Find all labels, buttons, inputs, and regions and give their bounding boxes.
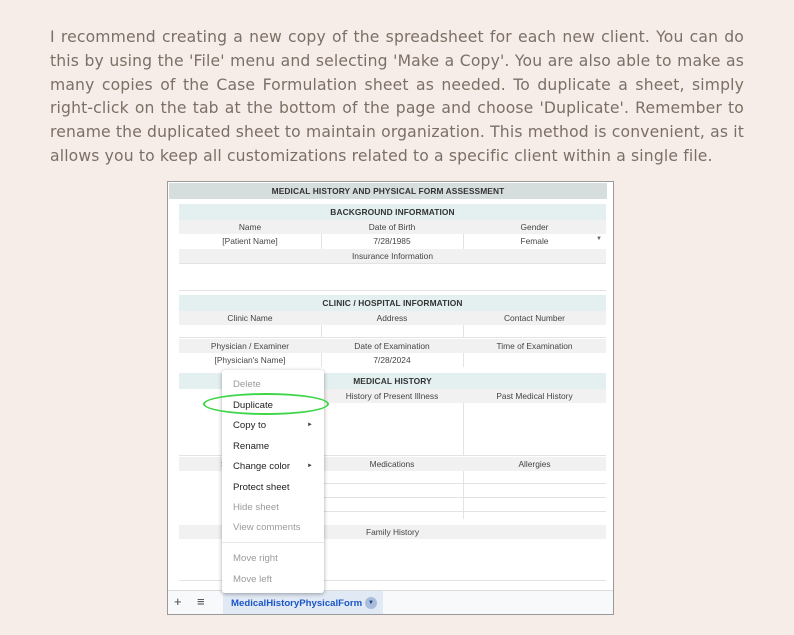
sheet-tab-bar: [168, 590, 613, 615]
col-past-history: Past Medical History: [463, 389, 606, 403]
cell-physician[interactable]: [Physician's Name]: [214, 355, 286, 365]
gender-dropdown-icon[interactable]: ▼: [596, 236, 602, 242]
section-medical-history: MEDICAL HISTORY: [179, 373, 606, 389]
col-present-illness: History of Present Illness: [321, 389, 463, 403]
menu-separator: [222, 542, 324, 543]
insurance-label: Insurance Information: [179, 249, 606, 263]
col-allergies: Allergies: [463, 457, 606, 471]
col-contact: Contact Number: [463, 311, 606, 325]
col-exam-time: Time of Examination: [463, 339, 606, 353]
menu-item-hide-sheet[interactable]: Hide sheet: [233, 501, 279, 513]
add-sheet-icon[interactable]: +: [174, 594, 182, 609]
tab-dropdown-icon[interactable]: ▼: [365, 597, 377, 609]
instruction-paragraph: I recommend creating a new copy of the spreadsheet for each new client. You can do this by using the 'File' menu and selecting 'Make a Copy'. You are also able to make as many copies of the Case Formulation sheet as needed. To duplicate a sheet, simply right-click on the tab at the bottom of the page and choose 'Duplicate'. Remember to rename the duplicated sheet to maintain organization. This method is convenient, as it allows you to keep all customizations related to a specific client within a single file.: [50, 28, 744, 165]
menu-item-copy-to[interactable]: Copy to: [233, 419, 267, 431]
sheet-tab-label: MedicalHistoryPhysicalForm: [231, 597, 363, 609]
menu-item-rename[interactable]: Rename: [233, 440, 270, 452]
duplicate-highlight-oval: [203, 393, 329, 415]
col-physician: Physician / Examiner: [179, 339, 321, 353]
menu-item-view-comments[interactable]: View comments: [233, 521, 301, 533]
form-title: MEDICAL HISTORY AND PHYSICAL FORM ASSESSMENT: [169, 183, 607, 199]
col-name: Name: [179, 220, 321, 234]
menu-item-delete[interactable]: Delete: [233, 378, 261, 390]
menu-item-move-right[interactable]: Move right: [233, 552, 278, 564]
all-sheets-icon[interactable]: ≡: [197, 594, 205, 609]
col-clinic-name: Clinic Name: [179, 311, 321, 325]
col-medications: Medications: [321, 457, 463, 471]
col-gender: Gender: [463, 220, 606, 234]
cell-exam-date[interactable]: 7/28/2024: [373, 355, 411, 365]
change-color-submenu-icon: ►: [307, 463, 313, 469]
menu-item-duplicate[interactable]: Duplicate: [233, 399, 273, 411]
cell-patient-name[interactable]: [Patient Name]: [222, 236, 278, 246]
section-clinic: CLINIC / HOSPITAL INFORMATION: [179, 295, 606, 311]
col-family-history: Family History: [179, 525, 606, 539]
col-address: Address: [321, 311, 463, 325]
col-dob: Date of Birth: [321, 220, 463, 234]
menu-item-move-left[interactable]: Move left: [233, 573, 272, 585]
sheet-tab-medical-history[interactable]: [223, 591, 383, 615]
section-background: BACKGROUND INFORMATION: [179, 204, 606, 220]
cell-gender[interactable]: Female: [520, 236, 549, 246]
menu-item-change-color[interactable]: Change color: [233, 460, 291, 472]
menu-item-protect-sheet[interactable]: Protect sheet: [233, 481, 290, 493]
copy-to-submenu-icon: ►: [307, 422, 313, 428]
col-exam-date: Date of Examination: [321, 339, 463, 353]
cell-dob[interactable]: 7/28/1985: [373, 236, 411, 246]
